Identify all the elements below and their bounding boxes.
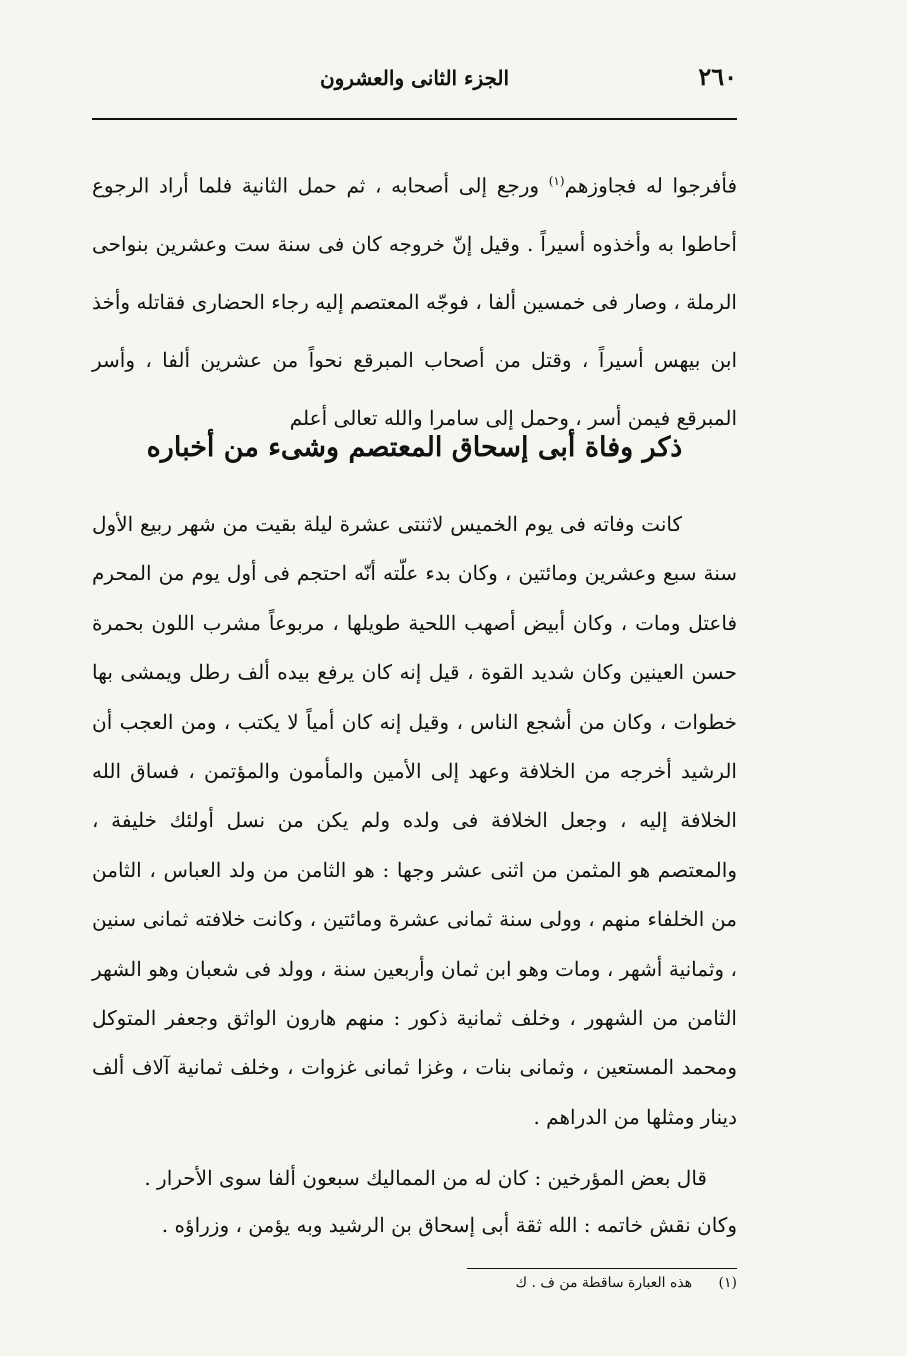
page-header — [92, 58, 737, 108]
footnote — [92, 1275, 737, 1291]
paragraph-2 — [92, 500, 737, 1142]
section-heading: ذكر وفاة أبى إسحاق المعتصم وشىء من أخباره — [146, 432, 683, 463]
paragraph-1-start: فأفرجوا له فجاوزهم — [564, 173, 738, 198]
footnote-number: (١) — [718, 1275, 737, 1291]
footnote-marker: (١) — [548, 174, 565, 188]
paragraph-2-text: كانت وفاته فى يوم الخميس لاثنتى عشرة ليلة بقيت من شهر ربيع الأول سنة سبع وعشرين ومائتين ، وكان بدء علّته أنّه احتجم فى أول يوم من المحرم فاعتل ومات ، وكان أبيض أصهب اللحية طويلها ، مربوعاً مشرب اللون بحمرة حسن العينين وكان شديد القوة ، قيل إنه كان يرفع بيده ألف رطل ويمشى بها خطوات ، وكان من أشجع الناس ، وقيل إنه كان أمياً لا يكتب ، ومن العجب أن الرشيد أخرجه من الخلافة وعهد إلى الأمين والمأمون والمؤتمن ، فساق الله الخلافة إليه ، وجعل الخلافة فى ولده ولم يكن من نسل أولئك خليفة ، والمعتصم هو المثمن من اثنى عشر وجها : هو الثامن من ولد العباس ، الثامن من الخلفاء منهم ، وولى سنة ثمانى عشرة ومائتين ، وكانت خلافته ثمانى سنين ، وثمانية أشهر ، ومات وهو ابن ثمان وأربعين سنة ، وولد فى شعبان وهو الشهر الثامن من الشهور ، وخلف ثمانية ذكور : منهم هارون الواثق وجعفر المتوكل ومحمد المستعين ، وثمانى بنات ، وغزا ثمانى غزوات ، وخلف ثمانية آلاف ألف دينار ومثلها من الدراهم . — [92, 512, 737, 1129]
paragraph-3-line-2: وكان نقش خاتمه : الله ثقة أبى إسحاق بن الرشيد وبه يؤمن ، وزراؤه . — [161, 1213, 737, 1237]
footnote-text: هذه العبارة ساقطة من ف . ك — [515, 1275, 693, 1291]
header-rule — [92, 118, 737, 120]
paragraph-1-rest: ورجع إلى أصحابه ، ثم حمل الثانية فلما أراد الرجوع أحاطوا به وأخذوه أسيراً . وقيل إنّ خروجه كان فى سنة ست وعشرين بنواحى الرملة ، وصار فى خمسين ألفا ، فوجّه المعتصم إليه رجاء الحضارى فقاتله وأخذ ابن بيهس أسيراً ، وقتل من أصحاب المبرقع نحواً من عشرين ألفا ، وأسر المبرقع فيمن أسر ، وحمل إلى سامرا والله تعالى أعلم — [92, 173, 737, 430]
running-head: الجزء الثانى والعشرون — [319, 66, 510, 90]
paragraph-1 — [92, 152, 737, 447]
paragraph-3 — [92, 1155, 737, 1249]
paragraph-3-line-1: قال بعض المؤرخين : كان له من المماليك سبعون ألفا سوى الأحرار . — [144, 1166, 707, 1190]
page-number: ٢٦٠ — [698, 62, 737, 91]
book-page — [92, 0, 737, 1356]
footnote-rule — [467, 1268, 737, 1269]
